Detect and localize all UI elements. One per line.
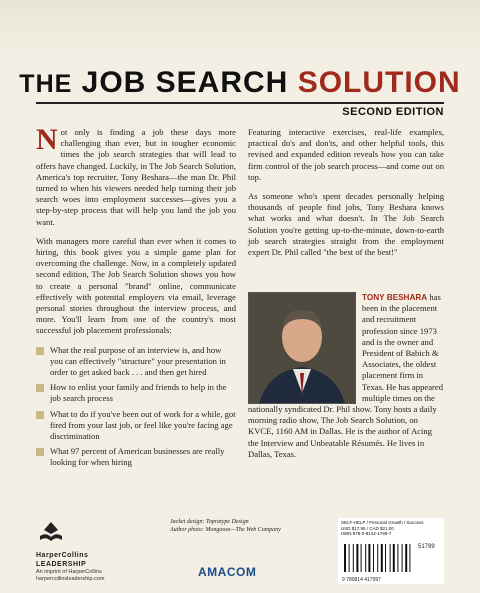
- title-solution: SOLUTION: [297, 66, 461, 99]
- publisher-name-2: LEADERSHIP: [36, 561, 87, 568]
- intro-text: ot only is finding a job these days more challenging than ever, but in tougher economic times the job search strategies that will lead to offers have changed. Luckily, in The Job Search Solution, America's top recruiter, Tony Beshara—the man Dr. Phil turned to when his viewers needed help turning their job search woes into employment successes—gives you a step-by-step process that will help you land the job you want.: [36, 127, 236, 227]
- right-column: [248, 127, 444, 266]
- bullet-list: [36, 345, 236, 469]
- bullet-square-icon: [36, 411, 44, 419]
- bullet-square-icon: [36, 448, 44, 456]
- credits: [170, 518, 330, 534]
- book-title: [0, 66, 480, 101]
- isbn-barcode: [338, 518, 444, 584]
- right-paragraph-2: As someone who's spent decades personally helping thousands of people find jobs, Tony Beshara knows what works and what doesn't. In The Job Search Solution you're getting up-to-the-minute, down-to-earth job search strategies straight from the employment expert Dr. Phil called "the best of the best!": [248, 191, 444, 258]
- bullet-item: What the real purpose of an interview is, and how you can effectively "structure" your presentation in order to get asked back . . . and then get hired: [36, 345, 236, 379]
- second-paragraph: With managers more careful than ever when it comes to hiring, this book gives you a simple game plan for overcoming the challenge. Now, in a completely updated second edition, The Job Search Solution shows you how to create a personal "brand" online, communicate effectively with potential employers via email, leverage personal stories throughout the interview process, and more. You'll learn from one of the country's most successful job placement professionals:: [36, 235, 236, 336]
- author-name: TONY BESHARA: [362, 293, 428, 302]
- barcode-bars-icon: [344, 544, 414, 576]
- intro-paragraph: [36, 123, 236, 228]
- drop-cap: N: [36, 123, 58, 156]
- barcode-price: USD $17.95 / CAD $21.00: [341, 525, 394, 531]
- bullet-item: What 97 percent of American businesses are really looking for when hiring: [36, 446, 236, 468]
- bullet-square-icon: [36, 347, 44, 355]
- publisher-imprint: An imprint of HarperCollins: [36, 569, 102, 575]
- title-rule: [36, 102, 444, 104]
- title-job-search: JOB SEARCH: [81, 66, 289, 99]
- bullet-item: What to do if you've been out of work for a while, got fired from your last job, or feel like you're facing age discrimination: [36, 409, 236, 443]
- barcode-price-code: 51799: [418, 544, 435, 550]
- author-bio-text: has been in the placement and recruitment profession since 1973 and is the owner and President of Babich & Associates, the oldest placement firm in Texas. He has appeared multiple times on the nationally syndicated Dr. Phil show. Tony hosts a daily morning radio show, The Job Search Solution, on KVCE, 1160 AM in Dallas. He is the author of Acing the Interview and Unbeatable Résumés. He lives in Dallas, Texas.: [248, 292, 443, 459]
- bullet-item: How to enlist your family and friends to help in the job search process: [36, 382, 236, 404]
- author-bio: [248, 292, 444, 460]
- barcode-isbn: ISBN 978-0-8144-1799-7: [341, 531, 392, 536]
- harpercollins-fire-water-icon: [36, 520, 66, 546]
- edition-label: SECOND EDITION: [342, 106, 444, 118]
- title-the: THE: [19, 70, 73, 98]
- bullet-square-icon: [36, 384, 44, 392]
- left-column: [36, 123, 236, 473]
- top-band: [0, 0, 480, 60]
- photo-credit: Author photo: Mongoose—The Web Company: [170, 527, 281, 533]
- publisher-name-1: HarperCollins: [36, 552, 89, 559]
- amacom-logo: AMACOM: [198, 565, 257, 579]
- publisher-url: harpercollinsleadership.com: [36, 576, 105, 582]
- barcode-number: 9 780814 417997: [342, 577, 381, 583]
- barcode-category: SELF-HELP / Personal Growth / Success: [341, 520, 424, 525]
- jacket-credit: Jacket design: Topratype Design: [170, 519, 249, 525]
- publisher-logo: [36, 520, 136, 583]
- right-paragraph-1: Featuring interactive exercises, real-life examples, practical do's and don'ts, and other helpful tools, this revised and expanded edition reveals how you can take firm control of the job search process—and come out on top.: [248, 127, 444, 182]
